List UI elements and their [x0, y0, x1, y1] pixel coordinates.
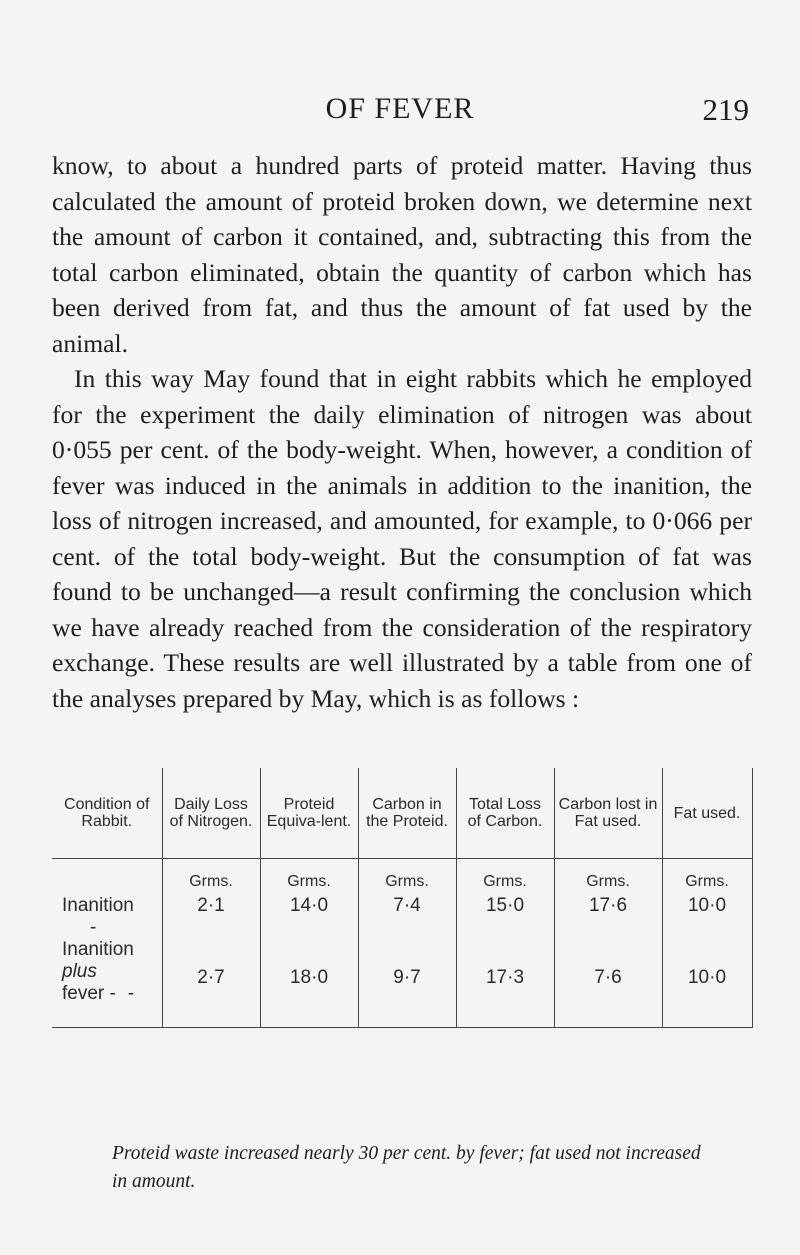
table-row-label	[52, 939, 162, 1028]
table-cell: Grms.	[260, 859, 358, 896]
paragraph: In this way May found that in eight rabbits which he employed for the experiment the daily elimination of nitrogen was about 0·055 per cent. of the body-weight. When, however, a condition of fever was induced in the animals in addition to the inanition, the loss of nitrogen increased, and amounted, for example, to 0·066 per cent. of the total body-weight. But the consumption of fat was found to be unchanged—a result confirming the conclusion which we have already reached from the consideration of the respiratory exchange. These results are well illustrated by a table from one of the analyses prepared by May, which is as follows :	[52, 364, 752, 713]
table-header-cell: Carbon in the Proteid.	[358, 768, 456, 859]
table-cell: Grms.	[662, 859, 752, 896]
table-cell	[52, 859, 162, 896]
table-units-row	[52, 859, 752, 896]
table-header-cell: Carbon lost in Fat used.	[554, 768, 662, 859]
condition-label-italic: plus	[62, 961, 97, 982]
table-header-cell: Daily Loss of Nitrogen.	[162, 768, 260, 859]
body-text	[52, 148, 752, 716]
table-cell: 14·0	[260, 895, 358, 939]
table-cell: Grms.	[456, 859, 554, 896]
table-caption: Proteid waste increased nearly 30 per cent. by fever; fat used not increased in amount.	[112, 1143, 701, 1192]
table-cell: 17·3	[456, 939, 554, 1028]
data-table	[52, 768, 753, 1028]
leader-dash: -	[127, 983, 135, 1004]
table-cell: 17·6	[554, 895, 662, 939]
table-cell: 18·0	[260, 939, 358, 1028]
page-header	[0, 92, 800, 132]
leader-dash: -	[90, 917, 97, 938]
condition-label: fever -	[62, 983, 116, 1004]
table-cell: 10·0	[662, 939, 752, 1028]
table-cell: Grms.	[358, 859, 456, 896]
running-title: OF FEVER	[325, 92, 475, 125]
table-cell: 9·7	[358, 939, 456, 1028]
table-header-row	[52, 768, 752, 859]
table-header-cell: Fat used.	[662, 768, 752, 859]
table-row-label	[52, 895, 162, 939]
table-row	[52, 939, 752, 1028]
condition-label: Inanition	[62, 895, 134, 916]
table-cell: 10·0	[662, 895, 752, 939]
page-number: 219	[702, 92, 749, 127]
condition-label: Inanition	[62, 939, 134, 960]
table-cell: 15·0	[456, 895, 554, 939]
table-header-cell: Total Loss of Carbon.	[456, 768, 554, 859]
condition-label-line2	[62, 983, 160, 1005]
table-row	[52, 895, 752, 939]
table-cell: 2·7	[162, 939, 260, 1028]
data-table-container	[52, 768, 752, 1028]
table-header-cell: Proteid Equiva-lent.	[260, 768, 358, 859]
table-cell: Grms.	[162, 859, 260, 896]
table-cell: 2·1	[162, 895, 260, 939]
table-cell: 7·6	[554, 939, 662, 1028]
table-header-cell: Condition of Rabbit.	[52, 768, 162, 859]
table-cell: 7·4	[358, 895, 456, 939]
paragraph: know, to about a hundred parts of proteid matter. Having thus calculated the amount of proteid broken down, we determine next the amount of carbon it contained, and, subtracting this from the total carbon eliminated, obtain the quantity of carbon which has been derived from fat, and thus the amount of fat used by the animal.	[52, 151, 752, 358]
table-cell: Grms.	[554, 859, 662, 896]
